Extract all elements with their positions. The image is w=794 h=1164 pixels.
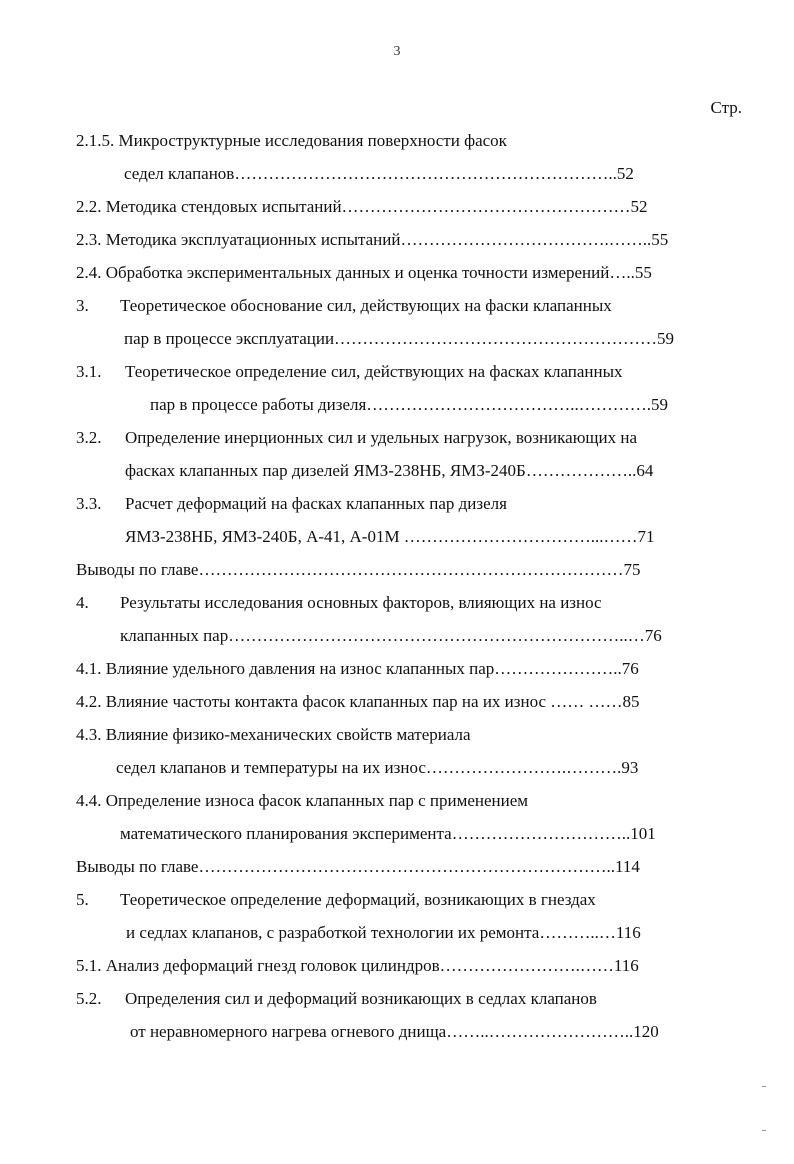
toc-entry-4-3-line-2: седел клапанов и температуры на их износ…………………….……….93 xyxy=(116,758,639,777)
toc-entry-5-2-number: 5.2. xyxy=(76,989,102,1008)
toc-entry-4-line-2: клапанных пар……………………………………………………………..…76 xyxy=(120,626,662,645)
toc-entry-4-2: 4.2. Влияние частоты контакта фасок клапанных пар на их износ …… ……85 xyxy=(76,692,640,711)
toc-entry-4-line-1: Результаты исследования основных факторов, влияющих на износ xyxy=(120,593,602,612)
toc-entry-5-line-1: Теоретическое определение деформаций, возникающих в гнездах xyxy=(120,890,596,909)
toc-entry-2-1-5-line-1: 2.1.5. Микроструктурные исследования поверхности фасок xyxy=(76,131,507,150)
toc-entry-4-4-line-2: математического планирования эксперимента…………………………..101 xyxy=(120,824,656,843)
toc-entry-5-2-line-2: от неравномерного нагрева огневого днища……..……………………..120 xyxy=(130,1022,659,1041)
toc-entry-2-2: 2.2. Методика стендовых испытаний……………………………………………52 xyxy=(76,197,648,216)
scan-mark xyxy=(762,1086,766,1087)
toc-entry-5-1: 5.1. Анализ деформаций гнезд головок цилиндров…………………….……116 xyxy=(76,956,639,975)
toc-entry-3-3-line-1: Расчет деформаций на фасках клапанных пар дизеля xyxy=(125,494,507,513)
toc-entry-5-line-2: и седлах клапанов, с разработкой технологии их ремонта………..…116 xyxy=(126,923,641,942)
toc-entry-2-4: 2.4. Обработка экспериментальных данных и оценка точности измерений…..55 xyxy=(76,263,652,282)
toc-entry-4-number: 4. xyxy=(76,593,89,612)
toc-entry-chapter-4-conclusions: Выводы по главе………………………………………………………………..114 xyxy=(76,857,640,876)
toc-entry-chapter-3-conclusions: Выводы по главе…………………………………………………………………75 xyxy=(76,560,641,579)
page-column-label: Стр. xyxy=(710,98,742,117)
toc-entry-3-2-number: 3.2. xyxy=(76,428,102,447)
toc-entry-3-1-line-1: Теоретическое определение сил, действующих на фасках клапанных xyxy=(125,362,623,381)
toc-entry-4-1: 4.1. Влияние удельного давления на износ клапанных пар…………………..76 xyxy=(76,659,639,678)
toc-entry-3-2-line-1: Определение инерционных сил и удельных нагрузок, возникающих на xyxy=(125,428,637,447)
toc-entry-3-1-line-2: пар в процессе работы дизеля………………………………..………….59 xyxy=(150,395,669,414)
toc-entry-2-1-5-line-2: седел клапанов…………………………………………………………..52 xyxy=(124,164,634,183)
toc-entry-3-1-number: 3.1. xyxy=(76,362,102,381)
toc-entry-3-number: 3. xyxy=(76,296,89,315)
toc-entry-4-4-line-1: 4.4. Определение износа фасок клапанных пар с применением xyxy=(76,791,529,810)
page-number: 3 xyxy=(393,44,401,59)
toc-entry-3-line-1: Теоретическое обоснование сил, действующих на фаски клапанных xyxy=(120,296,612,315)
toc-entry-5-2-line-1: Определения сил и деформаций возникающих в седлах клапанов xyxy=(125,989,597,1008)
toc-entry-4-3-line-1: 4.3. Влияние физико-механических свойств материала xyxy=(76,725,471,744)
scan-mark xyxy=(762,1130,766,1131)
toc-entry-3-line-2: пар в процессе эксплуатации…………………………………………………59 xyxy=(124,329,675,348)
toc-entry-3-3-line-2: ЯМЗ-238НБ, ЯМЗ-240Б, А-41, А-01М ……………………………...……71 xyxy=(125,527,655,546)
toc-entry-3-2-line-2: фасках клапанных пар дизелей ЯМЗ-238НБ, ЯМЗ-240Б………………..64 xyxy=(125,461,654,480)
toc-entry-3-3-number: 3.3. xyxy=(76,494,102,513)
toc-entry-5-number: 5. xyxy=(76,890,89,909)
toc-entry-2-3: 2.3. Методика эксплуатационных испытаний……………………………….……..55 xyxy=(76,230,669,249)
